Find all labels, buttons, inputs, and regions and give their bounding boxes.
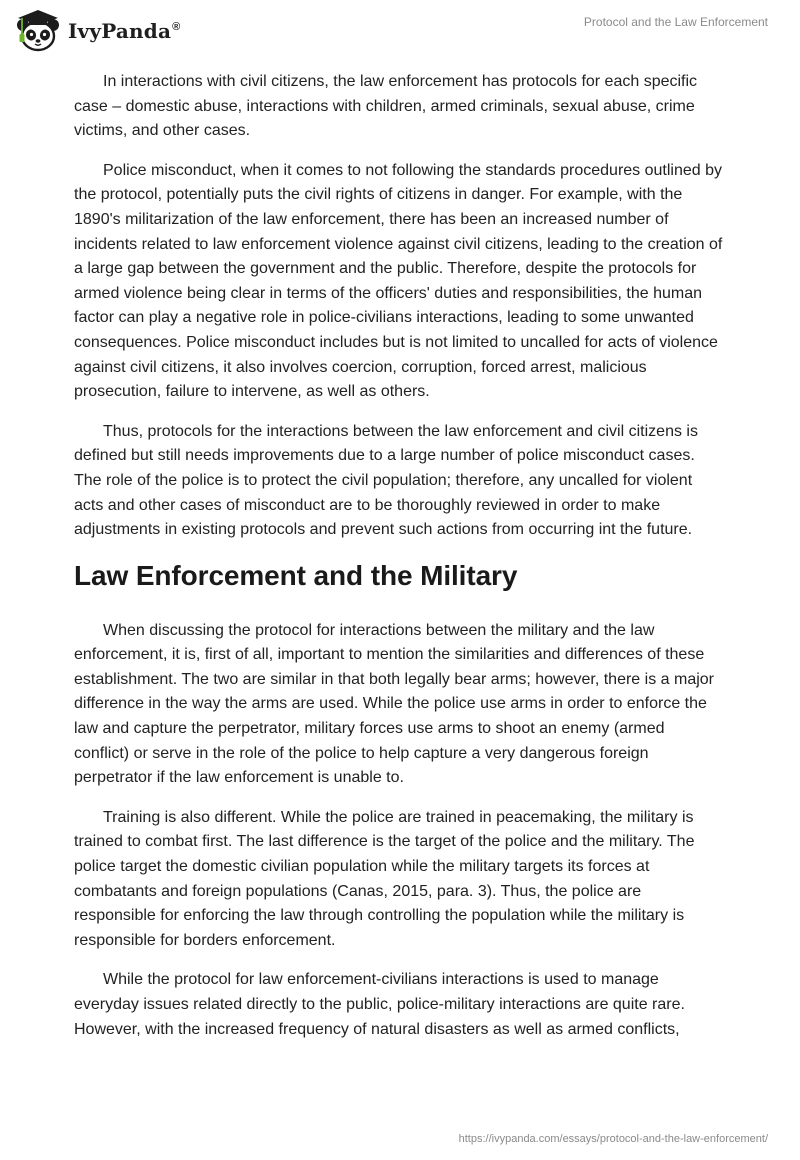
document-title: Protocol and the Law Enforcement: [583, 15, 768, 29]
brand-name: IvyPanda®: [68, 19, 181, 43]
registered-mark: ®: [172, 21, 181, 34]
page-header: [0, 0, 800, 60]
paragraph: Police misconduct, when it comes to not following the standards procedures outlined by the protocol, potentially puts the civil rights of citizens in danger. For example, with the 1890's militarization of the law enforcement, there has been an increased number of incidents related to law enforcement violence against civil citizens, leading to the creation of a large gap between the government and the public. Therefore, despite the protocols for armed violence being clear in terms of the officers' duties and responsibilities, the human factor can play a negative role in police-civilians interactions, leading to some unwanted consequences. Police misconduct includes but is not limited to uncalled for acts of violence against civil citizens, it also involves coercion, corruption, forced arrest, malicious prosecution, failure to intervene, as well as others.: [74, 161, 723, 401]
source-url[interactable]: https://ivypanda.com/essays/protocol-and-the-law-enforcement/: [458, 1133, 768, 1145]
paragraph: While the protocol for law enforcement-civilians interactions is used to manage everyday issues related directly to the public, police-military interactions are quite rare. However, with the increased frequency of natural disasters as well as armed conflicts,: [74, 971, 685, 1038]
paragraph: In interactions with civil citizens, the law enforcement has protocols for each specific case – domestic abuse, interactions with children, armed criminals, sexual abuse, crime victims, and other cases.: [74, 73, 698, 140]
paragraph: Training is also different. While the police are trained in peacemaking, the military is trained to combat first. The last difference is the target of the police and the military. The police target the domestic civilian population while the military targets its forces at combatants and foreign populations (Canas, 2015, para. 3). Thus, the police are responsible for enforcing the law through controlling the population while the military is responsible for borders enforcement.: [74, 808, 695, 949]
essay-content: [74, 70, 724, 1057]
paragraph: When discussing the protocol for interactions between the military and the law enforcement, it is, first of all, important to mention the similarities and differences of these establishment. The two are similar in that both legally bear arms; however, there is a major difference in the way the arms are used. While the police use arms in order to enforce the law and capture the perpetrator, military forces use arms to shoot an enemy (armed conflict) or serve in the role of the police to help capture a very dangerous foreign perpetrator if the law enforcement is unable to.: [74, 621, 714, 787]
paragraph: Thus, protocols for the interactions between the law enforcement and civil citizens is defined but still needs improvements due to a large number of police misconduct cases. The role of the police is to protect the civil population; therefore, any uncalled for violent acts and other cases of misconduct are to be thoroughly reviewed in order to make adjustments in existing protocols and prevent such actions from occurring int the future.: [74, 422, 698, 539]
panda-graduate-icon: [14, 8, 62, 52]
ivypanda-logo[interactable]: [14, 8, 180, 52]
section-heading: Law Enforcement and the Military: [74, 559, 518, 591]
